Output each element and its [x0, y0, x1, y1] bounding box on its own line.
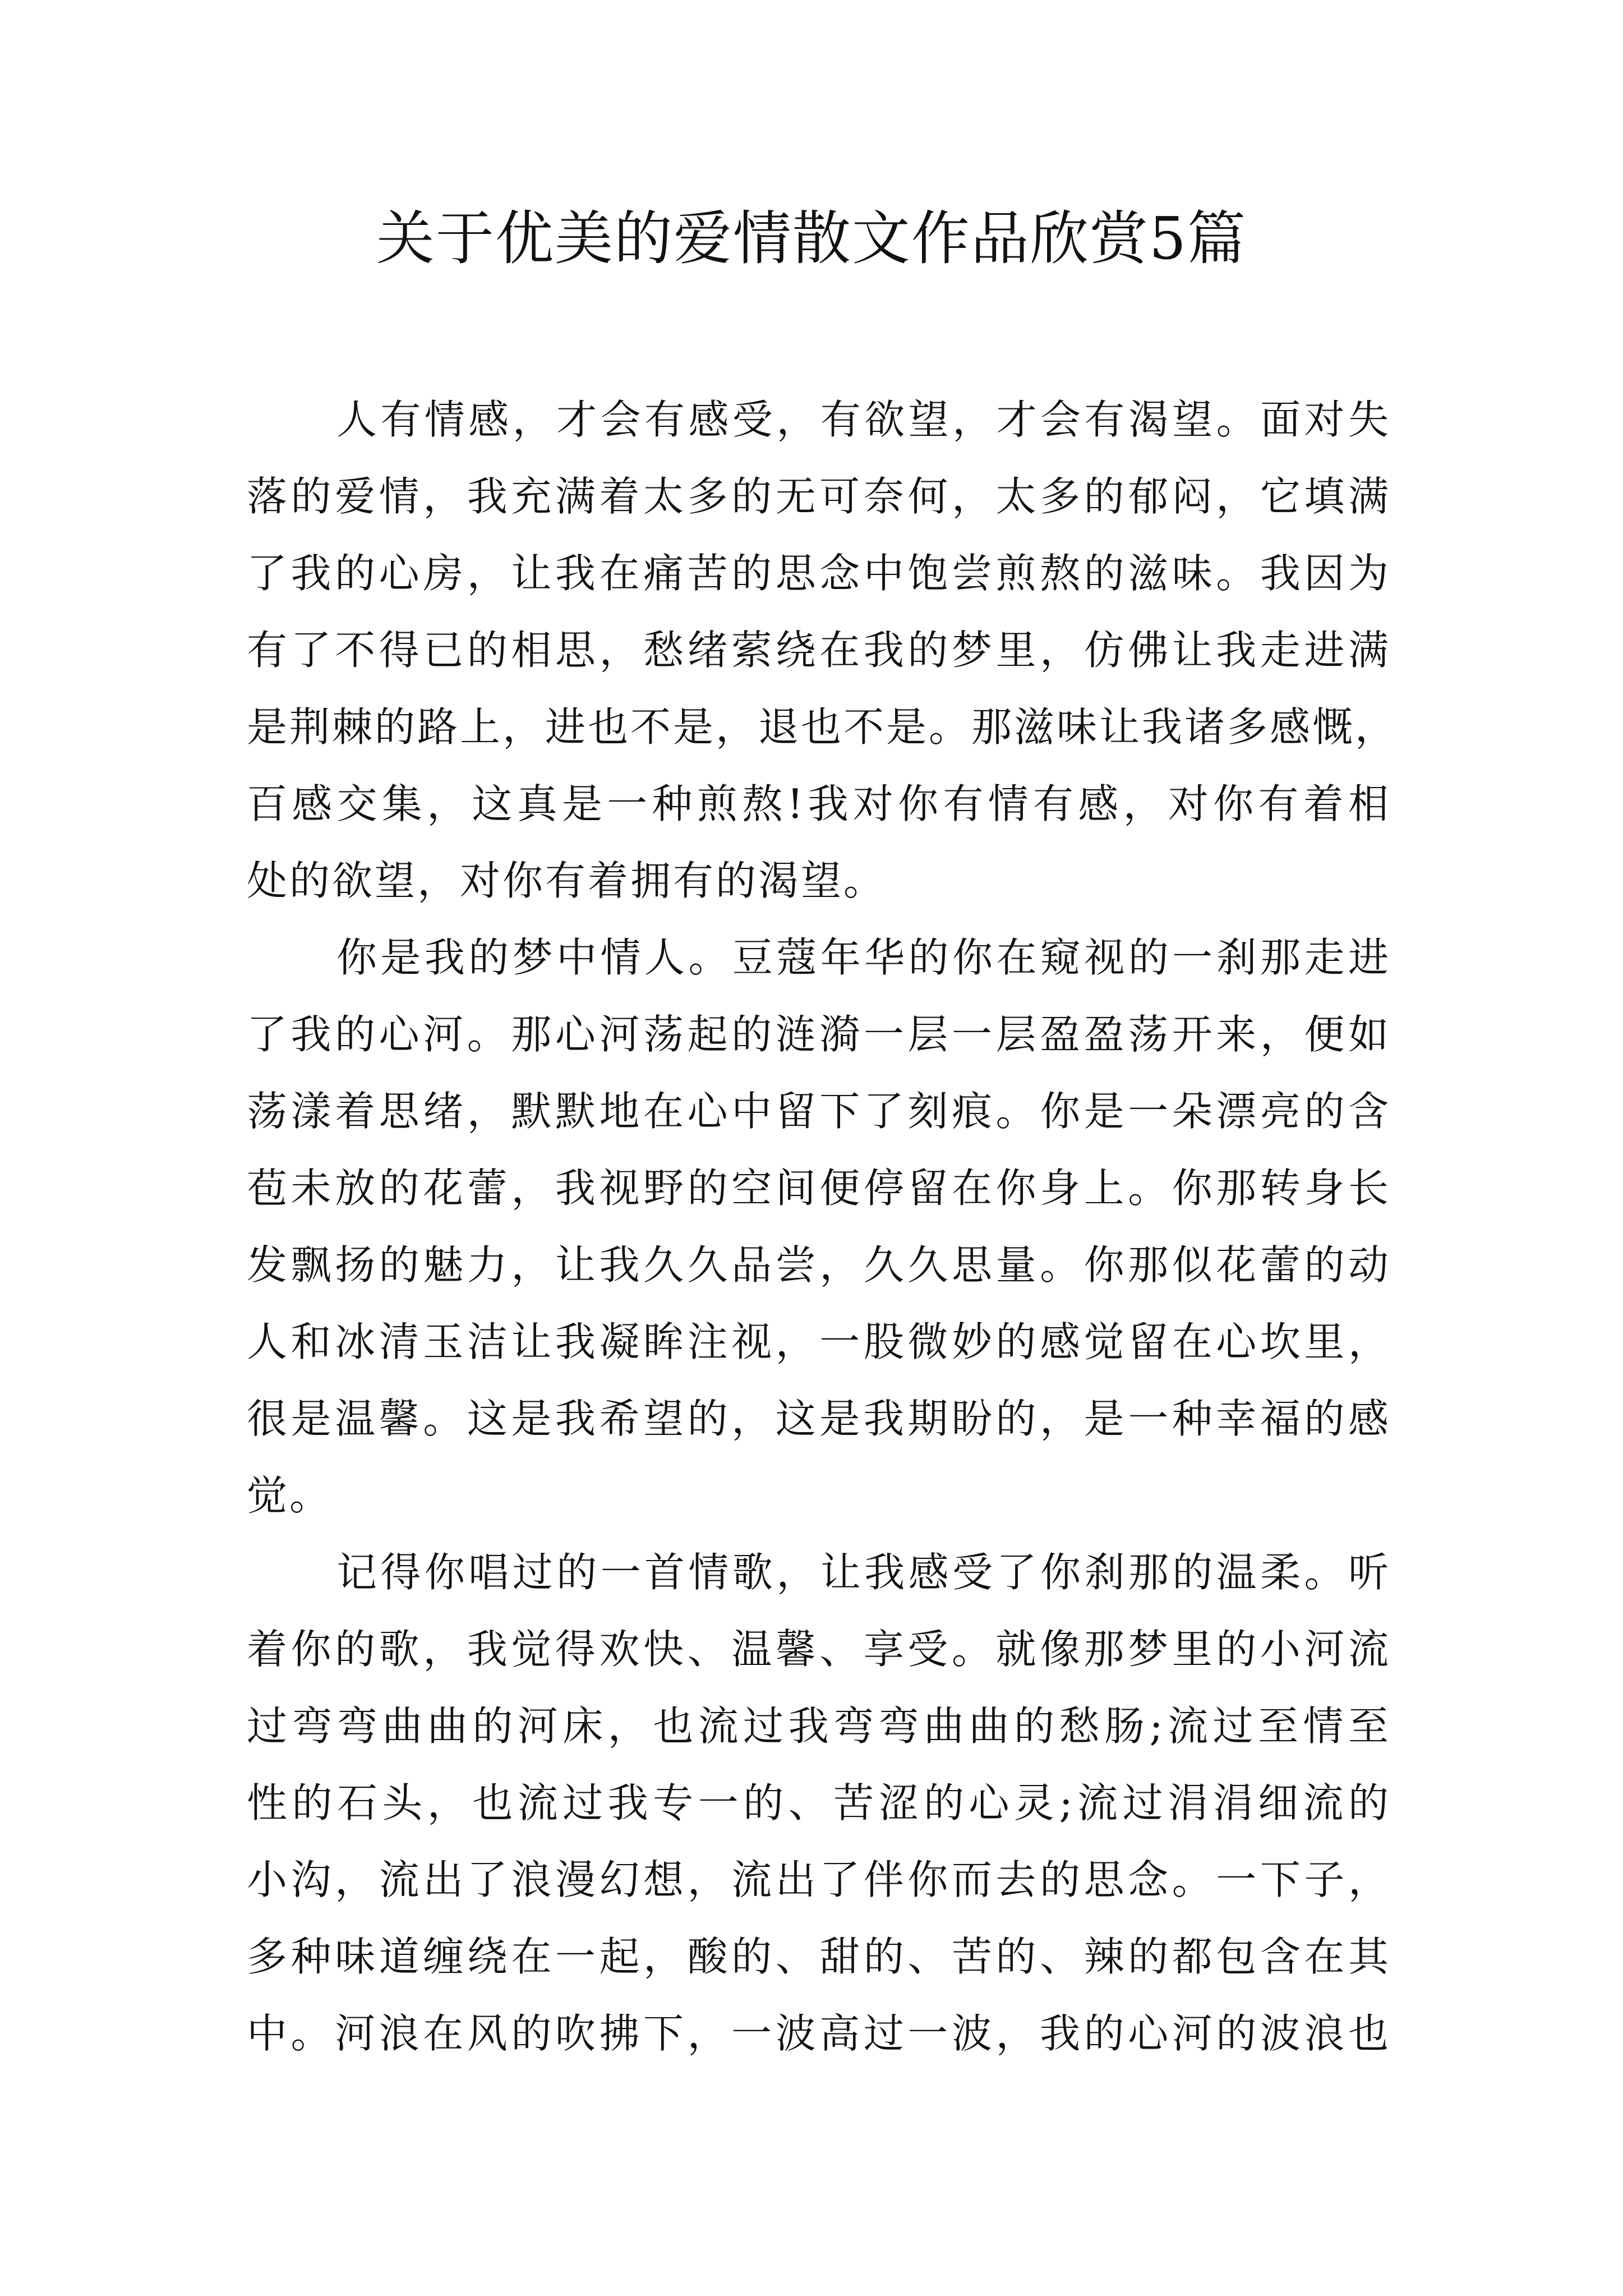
text-line: 小沟，流出了浪漫幻想，流出了伴你而去的思念。一下子， [247, 1856, 1391, 1903]
text-line: 了我的心房，让我在痛苦的思念中饱尝煎熬的滋味。我因为 [247, 550, 1391, 597]
text-line: 人有情感，才会有感受，有欲望，才会有渴望。面对失 [336, 396, 1391, 443]
text-line: 性的石头，也流过我专一的、苦涩的心灵;流过涓涓细流的 [247, 1779, 1391, 1826]
text-line: 了我的心河。那心河荡起的涟漪一层一层盈盈荡开来，便如 [247, 1011, 1391, 1058]
text-line: 落的爱情，我充满着太多的无可奈何，太多的郁闷，它填满 [247, 473, 1391, 520]
text-line: 你是我的梦中情人。豆蔻年华的你在窥视的一刹那走进 [336, 934, 1391, 981]
text-line: 过弯弯曲曲的河床，也流过我弯弯曲曲的愁肠;流过至情至 [247, 1703, 1391, 1750]
text-line: 发飘扬的魅力，让我久久品尝，久久思量。你那似花蕾的动 [247, 1241, 1391, 1289]
text-line: 多种味道缠绕在一起，酸的、甜的、苦的、辣的都包含在其 [247, 1933, 1391, 1980]
text-line: 荡漾着思绪，默默地在心中留下了刻痕。你是一朵漂亮的含 [247, 1088, 1391, 1135]
text-line: 记得你唱过的一首情歌，让我感受了你刹那的温柔。听 [336, 1549, 1391, 1596]
document-title: 关于优美的爱情散文作品欣赏5篇 [376, 204, 1247, 273]
text-line: 人和冰清玉洁让我凝眸注视，一股微妙的感觉留在心坎里， [247, 1318, 1391, 1365]
text-line: 中。河浪在风的吹拂下，一波高过一波，我的心河的波浪也 [247, 2010, 1391, 2057]
text-line: 有了不得已的相思，愁绪萦绕在我的梦里，仿佛让我走进满 [247, 627, 1391, 674]
text-line: 处的欲望，对你有着拥有的渴望。 [247, 857, 887, 904]
text-line: 着你的歌，我觉得欢快、温馨、享受。就像那梦里的小河流 [247, 1626, 1391, 1673]
text-line: 觉。 [247, 1472, 333, 1519]
text-line: 百感交集，这真是一种煎熬!我对你有情有感，对你有着相 [247, 780, 1391, 827]
text-line: 苞未放的花蕾，我视野的空间便停留在你身上。你那转身长 [247, 1165, 1391, 1212]
text-line: 是荆棘的路上，进也不是，退也不是。那滋味让我诸多感慨， [247, 703, 1398, 751]
text-line: 很是温馨。这是我希望的，这是我期盼的，是一种幸福的感 [247, 1395, 1391, 1442]
document-body [247, 381, 1398, 2072]
